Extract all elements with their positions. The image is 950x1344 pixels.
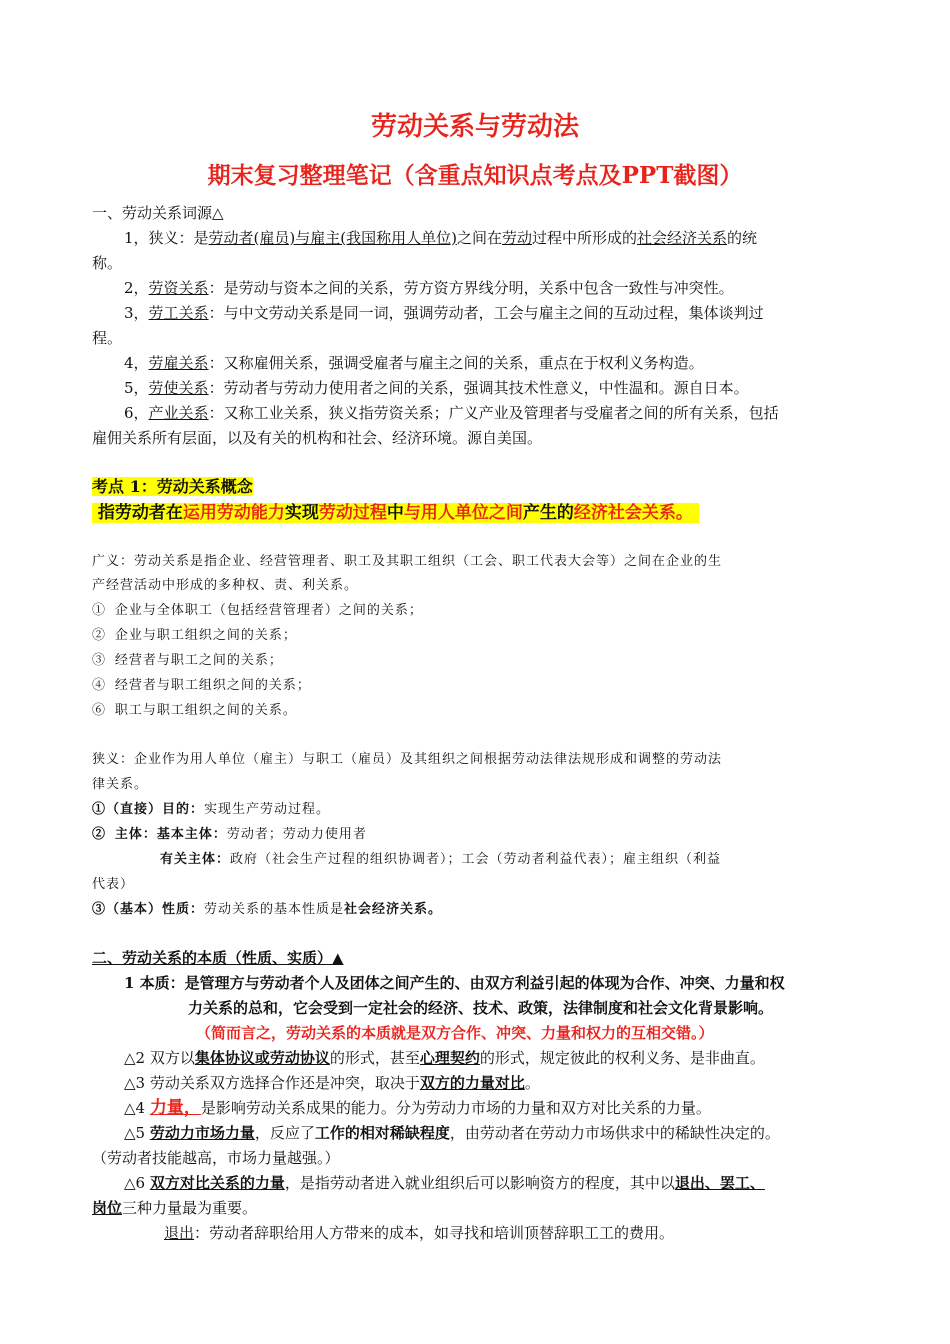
- narrow-related-subject: 有关主体：政府（社会生产过程的组织协调者）；工会（劳动者利益代表）；雇主组织（利益: [160, 852, 722, 867]
- section-2-heading: 二、劳动关系的本质（性质、实质）▲: [92, 949, 344, 967]
- sec1-item-6-cont: 雇佣关系所有层面，以及有关的机构和社会、经济环境。源自美国。: [92, 429, 543, 447]
- sec1-item-5: 5，劳使关系：劳动者与劳动力使用者之间的关系，强调其技术性意义，中性温和。源自日本。: [124, 379, 749, 397]
- sec2-point-2: △2 双方以集体协议或劳动协议的形式，甚至心理契约的形式，规定彼此的权利义务、是非曲直。: [124, 1049, 765, 1067]
- sec2-point-6: △6 双方对比关系的力量，是指劳动者进入就业组织后可以影响资方的程度，其中以退出、罢工、: [124, 1174, 765, 1192]
- page-title: 劳动关系与劳动法: [370, 112, 579, 142]
- broad-item: ② 企业与职工组织之间的关系；: [92, 628, 297, 643]
- sec2-point-3: △3 劳动关系双方选择合作还是冲突，取决于双方的力量对比。: [124, 1074, 540, 1092]
- narrow-definition-line-2: 律关系。: [92, 777, 149, 792]
- narrow-purpose: ①（直接）目的：实现生产劳动过程。: [92, 802, 331, 817]
- keypoint-1-definition: 指劳动者在运用劳动能力实现劳动过程中与用人单位之间产生的经济社会关系。: [92, 502, 699, 524]
- sec2-essence-summary: （简而言之，劳动关系的本质就是双方合作、冲突、力量和权力的互相交错。）: [196, 1024, 714, 1042]
- narrow-related-subject-cont: 代表）: [92, 877, 135, 892]
- sec2-essence-line-1: 1 本质：是管理方与劳动者个人及团体之间产生的、由双方利益引起的体现为合作、冲突、力量和权: [124, 974, 785, 992]
- narrow-subject: ② 主体：基本主体：劳动者；劳动力使用者: [92, 827, 367, 842]
- sec2-point-4: △4 力量，是影响劳动关系成果的能力。分为劳动力市场的力量和双方对比关系的力量。: [124, 1098, 711, 1118]
- broad-item: ⑥ 职工与职工组织之间的关系。: [92, 703, 297, 718]
- sec1-item-1-cont: 称。: [92, 254, 123, 272]
- sec2-point-6-cont: 岗位三种力量最为重要。: [92, 1199, 258, 1217]
- sec2-essence-line-2: 力关系的总和，它会受到一定社会的经济、技术、政策，法律制度和社会文化背景影响。: [188, 999, 774, 1017]
- sec1-item-3-cont: 程。: [92, 329, 123, 347]
- narrow-definition-line-1: 狭义：企业作为用人单位（雇主）与职工（雇员）及其组织之间根据劳动法律法规形成和调整的劳动法: [92, 752, 723, 767]
- sec2-point-5-note: （劳动者技能越高，市场力量越强。）: [92, 1149, 340, 1167]
- keypoint-1-label: 考点 1：劳动关系概念: [92, 477, 253, 496]
- broad-item: ① 企业与全体职工（包括经营管理者）之间的关系；: [92, 603, 423, 618]
- sec1-item-6: 6，产业关系：又称工业关系，狭义指劳资关系；广义产业及管理者与受雇者之间的所有关系，包括: [124, 404, 779, 422]
- broad-definition-line-2: 产经营活动中形成的多种权、责、利关系。: [92, 578, 359, 593]
- section-1-heading: 一、劳动关系词源△: [92, 204, 224, 222]
- broad-item: ③ 经营者与职工之间的关系；: [92, 653, 283, 668]
- sec1-item-4: 4，劳雇关系：又称雇佣关系，强调受雇者与雇主之间的关系，重点在于权利义务构造。: [124, 354, 704, 372]
- sec1-item-3: 3，劳工关系：与中文劳动关系是同一词，强调劳动者，工会与雇主之间的互动过程，集体谈判过: [124, 304, 764, 322]
- broad-item: ④ 经营者与职工组织之间的关系；: [92, 678, 311, 693]
- sec1-item-2: 2，劳资关系：是劳动与资本之间的关系，劳方资方界线分明，关系中包含一致性与冲突性。: [124, 279, 734, 297]
- sec1-item-1: 1，狭义：是劳动者(雇员)与雇主(我国称用人单位)之间在劳动过程中所形成的社会经济关系的统: [124, 229, 758, 247]
- broad-definition-line-1: 广义：劳动关系是指企业、经营管理者、职工及其职工组织（工会、职工代表大会等）之间在企业的生: [92, 554, 723, 569]
- sec2-exit-definition: 退出：劳动者辞职给用人方带来的成本，如寻找和培训顶替辞职工工的费用。: [164, 1224, 675, 1242]
- page-subtitle: 期末复习整理笔记（含重点知识点考点及PPT截图）: [207, 162, 743, 189]
- sec2-point-5: △5 劳动力市场力量，反应了工作的相对稀缺程度，由劳动者在劳动力市场供求中的稀缺性决定的。: [124, 1124, 780, 1142]
- narrow-nature: ③（基本）性质：劳动关系的基本性质是社会经济关系。: [92, 902, 443, 917]
